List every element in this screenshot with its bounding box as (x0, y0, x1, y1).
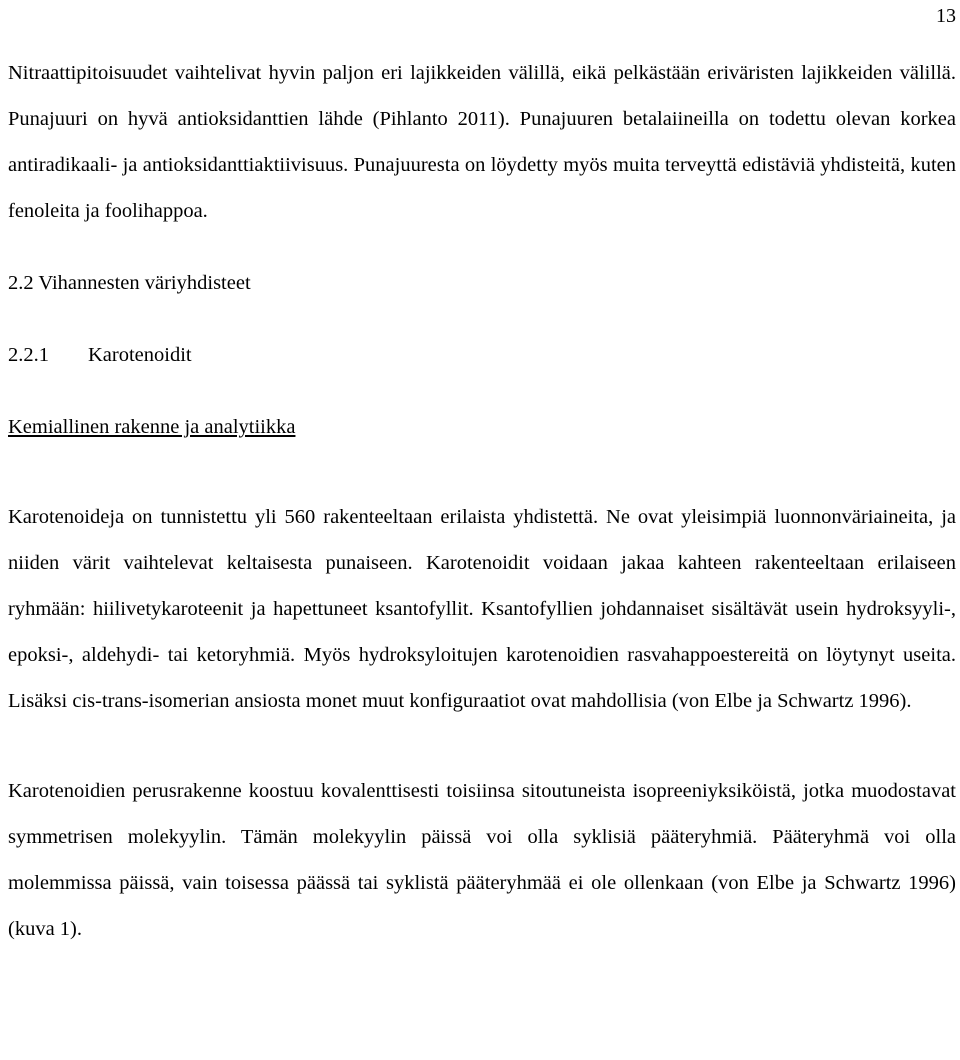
spacer (8, 378, 956, 404)
document-body (8, 50, 956, 952)
paragraph-carotenoids: Karotenoideja on tunnistettu yli 560 rakenteeltaan erilaista yhdistettä. Ne ovat yleisimpiä luonnonväriaineita, ja niiden värit vaihtelevat keltaisesta punaiseen. Karotenoidit voidaan jakaa kahteen rakenteeltaan erilaiseen ryhmään: hiilivetykaroteenit ja hapettuneet ksantofyllit. Ksantofyllien johdannaiset sisältävät usein hydroksyyli-, epoksi-, aldehydi- tai ketoryhmiä. Myös hydroksyloitujen karotenoidien rasvahappoestereitä on löytynyt useita. Lisäksi cis-trans-isomerian ansiosta monet muut konfiguraatiot ovat mahdollisia (von Elbe ja Schwartz 1996). (8, 506, 956, 712)
sub-heading: Kemiallinen rakenne ja analytiikka (8, 416, 296, 438)
section-number: 2.2 (8, 272, 34, 294)
subsection-heading (8, 332, 956, 378)
section-title: Vihannesten väriyhdisteet (38, 272, 251, 294)
spacer (8, 234, 956, 260)
subsection-title: Karotenoidit (88, 344, 192, 366)
subsection-number: 2.2.1 (8, 344, 49, 366)
intro-paragraph: Nitraattipitoisuudet vaihtelivat hyvin paljon eri lajikkeiden välillä, eikä pelkästään eriväristen lajikkeiden välillä. Punajuuri on hyvä antioksidanttien lähde (Pihlanto 2011). Punajuuren betalaiineilla on todettu olevan korkea antiradikaali- ja antioksidanttiaktiivisuus. Punajuuresta on löydetty myös muita terveyttä edistäviä yhdisteitä, kuten fenoleita ja foolihappoa. (8, 62, 956, 222)
spacer (8, 450, 956, 494)
section-heading (8, 260, 956, 306)
page-number: 13 (936, 5, 956, 27)
spacer (8, 724, 956, 768)
spacer (8, 306, 956, 332)
paragraph-structure: Karotenoidien perusrakenne koostuu kovalenttisesti toisiinsa sitoutuneista isopreeniyksiköistä, jotka muodostavat symmetrisen molekyylin. Tämän molekyylin päissä voi olla syklisiä pääteryhmiä. Pääteryhmä voi olla molemmissa päissä, vain toisessa päässä tai syklistä pääteryhmää ei ole ollenkaan (von Elbe ja Schwartz 1996) (kuva 1). (8, 780, 956, 940)
